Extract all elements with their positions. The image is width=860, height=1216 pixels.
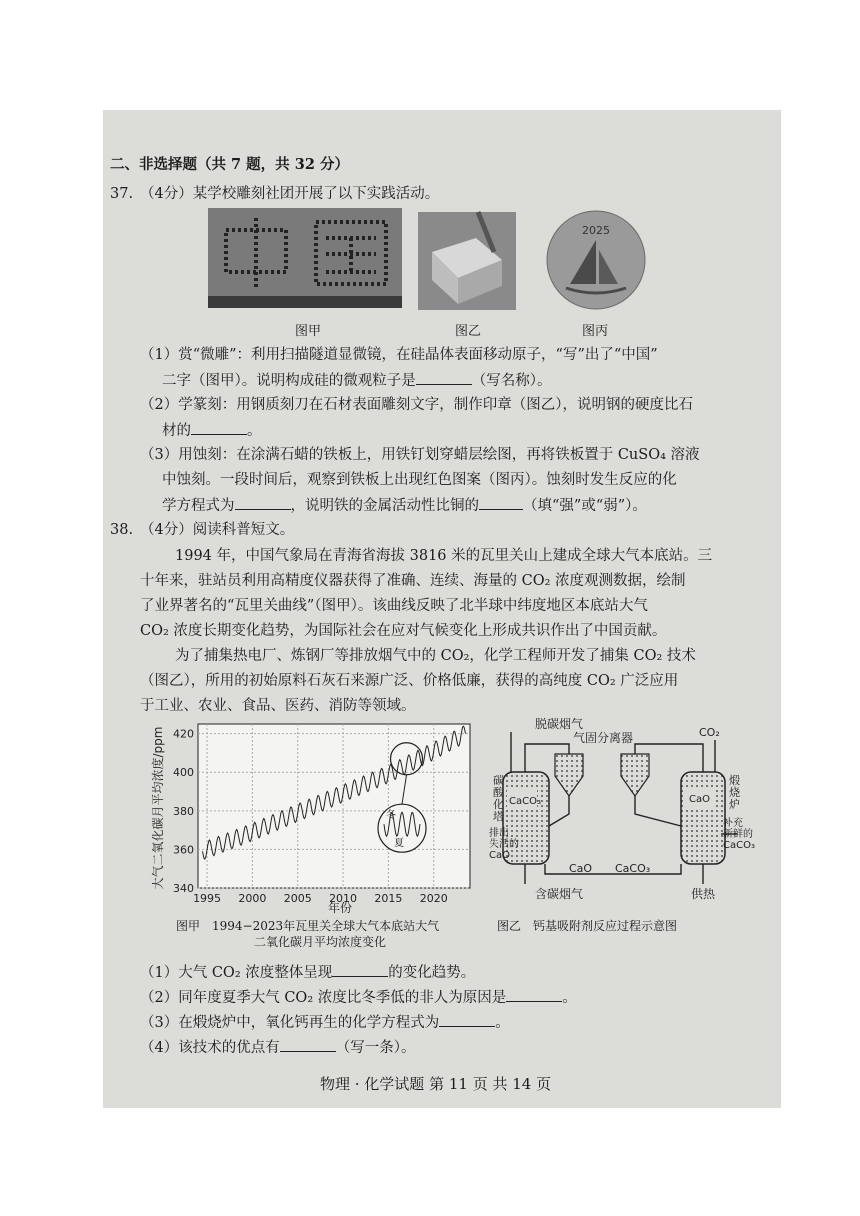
fig-jia-label: 图甲: [295, 324, 322, 339]
para2-line: 于工业、农业、食品、医药、消防等领域。: [140, 698, 416, 714]
para1-line: 十年来，驻站员利用高精度仪器获得了准确、连续、海量的 CO₂ 浓度观测数据，绘制: [140, 573, 686, 589]
answer-blank[interactable]: [235, 495, 291, 510]
label-calciner: 煅烧炉: [729, 774, 740, 811]
answer-blank[interactable]: [416, 370, 472, 385]
co2-chart: [140, 716, 480, 916]
x-tick-label: 2000: [238, 892, 267, 905]
page-footer: 物理 · 化学试题 第 11 页 共 14 页: [320, 1075, 552, 1093]
q37-p2-line2: 材的 。: [162, 420, 262, 441]
x-tick-label: 1995: [193, 892, 222, 905]
y-tick-label: 420: [173, 727, 194, 741]
q38-intro: （4分）阅读科普短文。: [140, 522, 295, 538]
fig-bing-label: 图丙: [582, 324, 609, 339]
answer-blank[interactable]: [439, 1012, 495, 1027]
label-caco3-left: CaCO₃: [509, 796, 541, 807]
x-tick-label: 2020: [419, 892, 448, 905]
para1-line: 了业界著名的“瓦里关曲线”（图甲）。该曲线反映了北半球中纬度地区本底站大气: [140, 598, 648, 614]
q38-q1: （1）大气 CO₂ 浓度整体呈现 的变化趋势。: [140, 962, 475, 983]
answer-blank[interactable]: [332, 962, 388, 977]
x-tick-label: 2005: [283, 892, 312, 905]
seal-photo: [418, 212, 516, 310]
q37-intro: （4分）某学校雕刻社团开展了以下实践活动。: [140, 186, 440, 202]
label-discharge: 排出失活的 CaO: [489, 828, 519, 861]
x-tick-label: 2010: [329, 892, 358, 905]
label-cao-flow: CaO: [569, 862, 593, 875]
label-caco3-flow: CaCO₃: [615, 862, 651, 875]
para2-line: （图乙），所用的初始原料石灰石来源广泛、价格低廉，获得的高纯度 CO₂ 广泛应用: [140, 673, 679, 689]
inset-label-winter: 冬: [386, 810, 396, 822]
label-co2-out: CO₂: [699, 726, 720, 739]
q38-number: 38.: [110, 522, 134, 538]
q37-p1-line1: （1）赏“微雕”：利用扫描隧道显微镜，在硅晶体表面移动原子，“写”出了“中国”: [140, 347, 658, 363]
stm-image: [208, 208, 402, 308]
separator-right: [621, 754, 649, 796]
label-cao-right: CaO: [689, 794, 710, 805]
chart-caption-line2: 二氧化碳月平均浓度变化: [254, 935, 387, 949]
para2-line: 为了捕集热电厂、炼钢厂等排放烟气中的 CO₂，化学工程师开发了捕集 CO₂ 技术: [175, 648, 696, 664]
q37-number: 37.: [110, 186, 134, 202]
answer-blank[interactable]: [506, 987, 562, 1002]
q37-p3-line3: 学方程式为 ，说明铁的金属活动性比铜的 （填“强”或“弱”）。: [162, 495, 647, 516]
answer-blank[interactable]: [479, 495, 523, 510]
q38-q3: （3）在煅烧炉中，氧化钙再生的化学方程式为 。: [140, 1012, 510, 1033]
fig-yi-label: 图乙: [455, 324, 482, 339]
label-flue-gas: 含碳烟气: [535, 887, 584, 901]
q37-p1-line2: 二字（图甲）。说明构成硅的微观粒子是 （写名称）。: [162, 370, 552, 391]
q38-q4: （4）该技术的优点有 （写一条）。: [140, 1037, 415, 1058]
label-carbonator: 碳酸化塔: [493, 774, 504, 823]
section-heading: 二、非选择题（共 7 题，共 32 分）: [110, 156, 349, 173]
plot-area: [198, 724, 470, 888]
q37-p3-line2: 中蚀刻。一段时间后，观察到铁板上出现红色图案（图丙）。蚀刻时发生反应的化: [162, 472, 677, 488]
x-axis-label: 年份: [327, 901, 353, 915]
diagram-caption: 图乙 钙基吸附剂反应过程示意图: [497, 919, 678, 933]
inset-label-summer: 夏: [394, 838, 404, 850]
y-axis-label: 大气二氧化碳月平均浓度/ppm: [151, 726, 165, 890]
chart-caption-line1: 图甲 1994−2023年瓦里关全球大气本底站大气: [176, 919, 440, 933]
answer-blank[interactable]: [280, 1037, 336, 1052]
y-tick-label: 380: [173, 804, 194, 818]
separator-left: [555, 754, 583, 796]
capture-diagram: [485, 714, 755, 904]
y-tick-label: 340: [173, 882, 194, 895]
etched-plate: [546, 210, 646, 310]
label-separator: 气固分离器: [573, 731, 634, 745]
calciner-furnace: [681, 772, 725, 864]
label-supplement: 补充新鲜的 CaCO₃: [723, 818, 755, 851]
para1-line: 1994 年，中国气象局在青海省海拔 3816 米的瓦里关山上建成全球大气本底站。三: [175, 548, 713, 564]
answer-blank[interactable]: [191, 420, 247, 435]
label-decarb-gas: 脱碳烟气: [535, 717, 584, 731]
coin-year: 2025: [582, 224, 610, 237]
y-tick-label: 400: [173, 766, 194, 780]
label-heat: 供热: [691, 887, 716, 901]
y-tick-label: 360: [173, 843, 194, 857]
para1-line: CO₂ 浓度长期变化趋势，为国际社会在应对气候变化上形成共识作出了中国贡献。: [140, 623, 667, 639]
x-tick-label: 2015: [374, 892, 403, 905]
q37-p2-line1: （2）学篆刻：用钢质刻刀在石材表面雕刻文字，制作印章（图乙），说明钢的硬度比石: [140, 397, 693, 413]
q37-p3-line1: （3）用蚀刻：在涂满石蜡的铁板上，用铁钉划穿蜡层绘图，再将铁板置于 CuSO₄ 溶液: [140, 447, 700, 463]
q38-q2: （2）同年度夏季大气 CO₂ 浓度比冬季低的非人为原因是 。: [140, 987, 577, 1008]
